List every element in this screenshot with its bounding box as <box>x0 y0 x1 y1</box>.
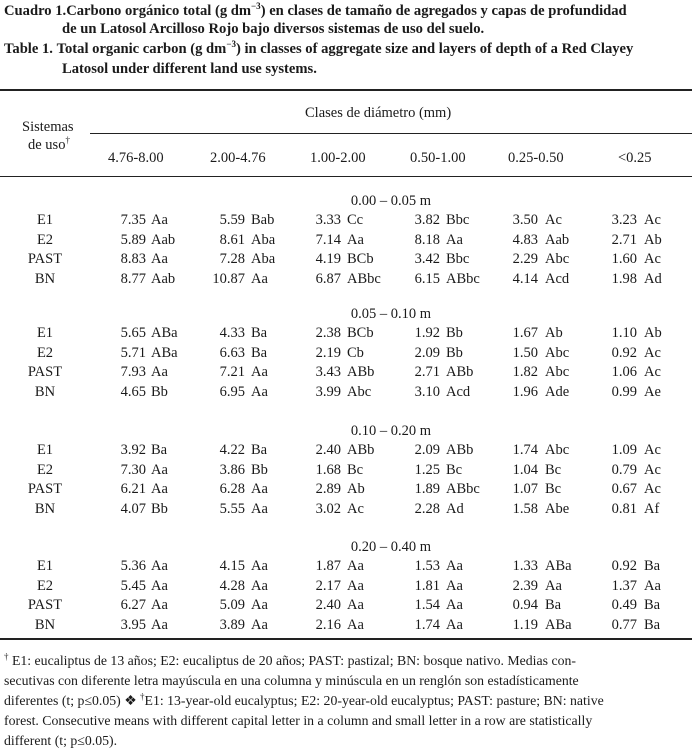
significance-letters: Ac <box>347 500 364 517</box>
carbon-value: 4.83 <box>512 231 538 248</box>
significance-letters: Ba <box>251 344 268 361</box>
carbon-value: 7.28 <box>219 251 245 267</box>
significance-letters: Aa <box>151 251 168 267</box>
carbon-value: 1.25 <box>414 461 440 478</box>
column-header: 4.76-8.00 <box>108 150 164 166</box>
row-header-line2: de uso† <box>28 135 70 153</box>
depth-section-label: 0.05 – 0.10 m <box>350 306 432 322</box>
carbon-value: 6.95 <box>219 383 245 400</box>
footnote-line3: diferentes (t; p≤0.05) ❖ †E1: 13-year-old eucalyptus; E2: 20-year-old eucalyptus; PAST: pasture; BN: native <box>4 691 604 708</box>
significance-letters: Aa <box>151 577 168 594</box>
top-rule <box>0 89 692 91</box>
carbon-value: 0.79 <box>611 461 637 478</box>
caption-es-sup: −3 <box>251 1 261 12</box>
significance-letters: Ab <box>644 231 662 248</box>
column-header: <0.25 <box>618 150 652 166</box>
significance-letters: Ac <box>545 212 562 228</box>
depth-section-label: 0.10 – 0.20 m <box>350 423 432 439</box>
significance-letters: Ac <box>644 481 661 497</box>
carbon-value: 1.53 <box>414 558 440 574</box>
carbon-value: 1.92 <box>414 325 440 341</box>
carbon-value: 1.54 <box>414 597 440 613</box>
carbon-value: 8.83 <box>120 251 146 267</box>
significance-letters: BCb <box>347 325 374 341</box>
significance-letters: Aa <box>545 577 562 594</box>
significance-letters: Aa <box>347 577 364 594</box>
carbon-value: 1.82 <box>512 364 538 380</box>
column-header: 2.00-4.76 <box>210 150 266 166</box>
column-header: 0.50-1.00 <box>410 150 466 166</box>
carbon-value: 7.14 <box>315 231 341 248</box>
significance-letters: Bb <box>251 461 268 478</box>
significance-letters: Aa <box>151 481 168 497</box>
caption-en-line2: Latosol under different land use systems. <box>62 61 317 77</box>
significance-letters: Ac <box>644 212 661 228</box>
carbon-value: 0.49 <box>611 597 637 613</box>
carbon-value: 1.81 <box>414 577 440 594</box>
significance-letters: ABbc <box>347 270 381 287</box>
carbon-value: 4.33 <box>219 325 245 341</box>
caption-en <box>4 40 633 58</box>
footnote-line4: forest. Consecutive means with different capital letter in a column and small letter in a row are statistically <box>4 713 593 728</box>
carbon-value: 1.33 <box>512 558 538 574</box>
carbon-value: 5.36 <box>120 558 146 574</box>
carbon-value: 10.87 <box>212 270 245 287</box>
carbon-value: 2.39 <box>512 577 538 594</box>
carbon-value: 1.37 <box>611 577 637 594</box>
carbon-value: 5.59 <box>219 212 245 228</box>
significance-letters: Aa <box>446 558 463 574</box>
footnote <box>4 651 688 751</box>
carbon-value: 1.58 <box>512 500 538 517</box>
significance-letters: Ba <box>151 442 168 458</box>
significance-letters: Aa <box>347 231 364 248</box>
significance-letters: Ba <box>251 325 268 341</box>
significance-letters: Aab <box>151 231 176 248</box>
significance-letters: Aba <box>251 231 276 248</box>
carbon-value: 1.96 <box>512 383 538 400</box>
significance-letters: ABb <box>446 364 474 380</box>
carbon-value: 1.09 <box>611 442 637 458</box>
significance-letters: Aa <box>151 212 168 228</box>
caption-es-line1: Carbono orgánico total (g dm <box>66 3 252 19</box>
carbon-value: 3.43 <box>315 364 341 380</box>
significance-letters: Ab <box>644 325 662 341</box>
system-label: BN <box>34 270 56 287</box>
significance-letters: Bc <box>545 461 562 478</box>
footnote-line2: secutivas con diferente letra mayúscula en una columna y minúscula en un renglón son estadísticamente <box>4 673 579 688</box>
significance-letters: Ae <box>644 383 661 400</box>
carbon-value: 4.07 <box>120 500 146 517</box>
significance-letters: Aa <box>251 558 268 574</box>
significance-letters: Bab <box>251 212 275 228</box>
significance-letters: Cb <box>347 344 364 361</box>
carbon-value: 3.86 <box>219 461 245 478</box>
carbon-value: 1.74 <box>414 616 440 633</box>
significance-letters: Acd <box>545 270 570 287</box>
carbon-value: 5.45 <box>120 577 146 594</box>
significance-letters: Abc <box>545 364 570 380</box>
carbon-value: 1.89 <box>414 481 440 497</box>
carbon-value: 2.40 <box>315 442 341 458</box>
carbon-value: 5.65 <box>120 325 146 341</box>
depth-section-label: 0.00 – 0.05 m <box>350 193 432 209</box>
column-header: 1.00-2.00 <box>310 150 366 166</box>
system-label: E2 <box>36 461 54 478</box>
carbon-value: 0.92 <box>611 344 637 361</box>
system-label: E1 <box>36 558 54 574</box>
significance-letters: Bb <box>446 325 463 341</box>
significance-letters: Aa <box>151 616 168 633</box>
group-header: Clases de diámetro (mm) <box>305 105 452 121</box>
system-label: E2 <box>36 344 54 361</box>
carbon-value: 6.27 <box>120 597 146 613</box>
footnote-line1: † E1: eucaliptus de 13 años; E2: eucaliptus de 20 años; PAST: pastizal; BN: bosque nativo. Medias con- <box>4 651 576 668</box>
significance-letters: ABbc <box>446 481 480 497</box>
significance-letters: Ac <box>644 364 661 380</box>
significance-letters: Af <box>644 500 660 517</box>
carbon-value: 6.28 <box>219 481 245 497</box>
carbon-value: 1.06 <box>611 364 637 380</box>
significance-letters: Aa <box>347 597 364 613</box>
carbon-value: 5.09 <box>219 597 245 613</box>
significance-letters: Aa <box>151 597 168 613</box>
carbon-value: 7.21 <box>219 364 245 380</box>
significance-letters: Aa <box>446 577 463 594</box>
significance-letters: Ac <box>644 442 661 458</box>
significance-letters: ABb <box>347 442 375 458</box>
significance-letters: Aa <box>251 616 268 633</box>
caption-es <box>4 2 627 20</box>
carbon-value: 2.89 <box>315 481 341 497</box>
significance-letters: Aa <box>151 364 168 380</box>
carbon-value: 3.99 <box>315 383 341 400</box>
significance-letters: Ba <box>545 597 562 613</box>
caption-es-label: Cuadro 1. <box>4 3 67 19</box>
significance-letters: Ac <box>644 344 661 361</box>
significance-letters: Aa <box>251 383 268 400</box>
significance-letters: Aa <box>251 481 268 497</box>
carbon-value: 2.19 <box>315 344 341 361</box>
system-label: PAST <box>27 251 63 267</box>
carbon-value: 1.07 <box>512 481 538 497</box>
significance-letters: Abc <box>545 251 570 267</box>
significance-letters: BCb <box>347 251 374 267</box>
system-label: BN <box>34 616 56 633</box>
carbon-value: 4.19 <box>315 251 341 267</box>
carbon-value: 4.15 <box>219 558 245 574</box>
significance-letters: Ba <box>644 616 661 633</box>
table-bottom-rule <box>0 638 692 640</box>
caption-en-line1-rest: ) in classes of aggregate size and layers of depth of a Red Clayey <box>235 41 634 57</box>
footnote-line5: different (t; p≤0.05). <box>4 733 118 748</box>
carbon-value: 1.19 <box>512 616 538 633</box>
significance-letters: ABbc <box>446 270 480 287</box>
carbon-value: 1.10 <box>611 325 637 341</box>
significance-letters: Ba <box>644 597 661 613</box>
significance-letters: Aa <box>251 500 268 517</box>
significance-letters: Aa <box>251 270 268 287</box>
system-label: E1 <box>36 325 54 341</box>
carbon-value: 4.28 <box>219 577 245 594</box>
significance-letters: Ac <box>644 461 661 478</box>
significance-letters: Ba <box>251 442 268 458</box>
column-header: 0.25-0.50 <box>508 150 564 166</box>
carbon-value: 4.65 <box>120 383 146 400</box>
carbon-value: 3.42 <box>414 251 440 267</box>
system-label: E1 <box>36 442 54 458</box>
caption-en-sup: −3 <box>226 39 236 50</box>
system-label: E2 <box>36 577 54 594</box>
carbon-value: 8.18 <box>414 231 440 248</box>
carbon-value: 2.09 <box>414 344 440 361</box>
significance-letters: Aa <box>644 577 661 594</box>
carbon-value: 2.71 <box>611 231 637 248</box>
carbon-value: 1.67 <box>512 325 538 341</box>
row-header-line1: Sistemas <box>22 119 74 135</box>
significance-letters: Aa <box>251 597 268 613</box>
carbon-value: 7.30 <box>120 461 146 478</box>
carbon-value: 0.77 <box>611 616 637 633</box>
significance-letters: ABa <box>545 616 572 633</box>
carbon-value: 2.40 <box>315 597 341 613</box>
carbon-value: 1.87 <box>315 558 341 574</box>
carbon-value: 5.71 <box>120 344 146 361</box>
carbon-value: 1.74 <box>512 442 538 458</box>
carbon-value: 1.98 <box>611 270 637 287</box>
system-label: BN <box>34 383 56 400</box>
carbon-value: 8.77 <box>120 270 146 287</box>
significance-letters: Bc <box>545 481 562 497</box>
depth-section-label: 0.20 – 0.40 m <box>350 539 432 555</box>
carbon-value: 5.55 <box>219 500 245 517</box>
carbon-value: 1.68 <box>315 461 341 478</box>
significance-letters: Aab <box>151 270 176 287</box>
significance-letters: Aa <box>251 364 268 380</box>
significance-letters: Aa <box>347 616 364 633</box>
carbon-value: 1.04 <box>512 461 538 478</box>
significance-letters: Ab <box>347 481 365 497</box>
header-bottom-rule <box>0 176 692 177</box>
significance-letters: Aa <box>151 461 168 478</box>
carbon-value: 3.23 <box>611 212 637 228</box>
carbon-value: 2.29 <box>512 251 538 267</box>
carbon-value: 6.15 <box>414 270 440 287</box>
carbon-value: 3.10 <box>414 383 440 400</box>
carbon-value: 1.60 <box>611 251 637 267</box>
carbon-value: 7.93 <box>120 364 146 380</box>
carbon-value: 5.89 <box>120 231 146 248</box>
significance-letters: Bc <box>446 461 463 478</box>
caption-es-line1-rest: ) en clases de tamaño de agregados y capas de profundidad <box>260 3 627 19</box>
significance-letters: Ade <box>545 383 570 400</box>
carbon-value: 4.22 <box>219 442 245 458</box>
carbon-value: 0.99 <box>611 383 637 400</box>
significance-letters: Bc <box>347 461 364 478</box>
caption-en-line1: Total organic carbon (g dm <box>56 41 227 57</box>
significance-letters: ABb <box>446 442 474 458</box>
significance-letters: Ac <box>644 251 661 267</box>
carbon-value: 7.35 <box>120 212 146 228</box>
caption-es-line2: de un Latosol Arcilloso Rojo bajo diversos sistemas de uso del suelo. <box>62 21 485 37</box>
significance-letters: Abe <box>545 500 570 517</box>
carbon-value: 4.14 <box>512 270 538 287</box>
significance-letters: Aa <box>446 597 463 613</box>
significance-letters: Abc <box>347 383 372 400</box>
significance-letters: Aa <box>251 577 268 594</box>
significance-letters: ABa <box>545 558 572 574</box>
system-label: E1 <box>36 212 54 228</box>
carbon-value: 1.50 <box>512 344 538 361</box>
significance-letters: Acd <box>446 383 471 400</box>
carbon-value: 3.50 <box>512 212 538 228</box>
significance-letters: Bb <box>151 383 168 400</box>
carbon-value: 3.02 <box>315 500 341 517</box>
carbon-value: 6.63 <box>219 344 245 361</box>
carbon-value: 3.95 <box>120 616 146 633</box>
group-header-rule <box>90 133 692 134</box>
significance-letters: Cc <box>347 212 364 228</box>
carbon-value: 2.16 <box>315 616 341 633</box>
significance-letters: Abc <box>545 344 570 361</box>
significance-letters: Bb <box>446 344 463 361</box>
significance-letters: Aa <box>151 558 168 574</box>
significance-letters: Aba <box>251 251 276 267</box>
carbon-value: 2.71 <box>414 364 440 380</box>
system-label: PAST <box>27 597 63 613</box>
significance-letters: Aa <box>446 231 463 248</box>
carbon-value: 8.61 <box>219 231 245 248</box>
significance-letters: ABa <box>151 325 178 341</box>
carbon-value: 3.33 <box>315 212 341 228</box>
significance-letters: Ba <box>644 558 661 574</box>
significance-letters: Bbc <box>446 251 470 267</box>
carbon-value: 6.21 <box>120 481 146 497</box>
significance-letters: Bb <box>151 500 168 517</box>
carbon-value: 0.94 <box>512 597 538 613</box>
significance-letters: Aab <box>545 231 570 248</box>
significance-letters: Bbc <box>446 212 470 228</box>
carbon-value: 0.81 <box>611 500 637 517</box>
carbon-value: 6.87 <box>315 270 341 287</box>
carbon-value: 3.89 <box>219 616 245 633</box>
significance-letters: Abc <box>545 442 570 458</box>
significance-letters: Ab <box>545 325 563 341</box>
significance-letters: Aa <box>446 616 463 633</box>
significance-letters: Ad <box>644 270 662 287</box>
significance-letters: Aa <box>347 558 364 574</box>
significance-letters: ABa <box>151 344 178 361</box>
carbon-value: 3.92 <box>120 442 146 458</box>
carbon-value: 3.82 <box>414 212 440 228</box>
carbon-value: 2.38 <box>315 325 341 341</box>
system-label: BN <box>34 500 56 517</box>
significance-letters: Ad <box>446 500 464 517</box>
significance-letters: ABb <box>347 364 375 380</box>
system-label: PAST <box>27 364 63 380</box>
system-label: PAST <box>27 481 63 497</box>
carbon-value: 0.67 <box>611 481 637 497</box>
carbon-value: 0.92 <box>611 558 637 574</box>
carbon-value: 2.28 <box>414 500 440 517</box>
carbon-value: 2.17 <box>315 577 341 594</box>
carbon-value: 2.09 <box>414 442 440 458</box>
caption-en-label: Table 1. <box>4 41 53 57</box>
system-label: E2 <box>36 231 54 248</box>
